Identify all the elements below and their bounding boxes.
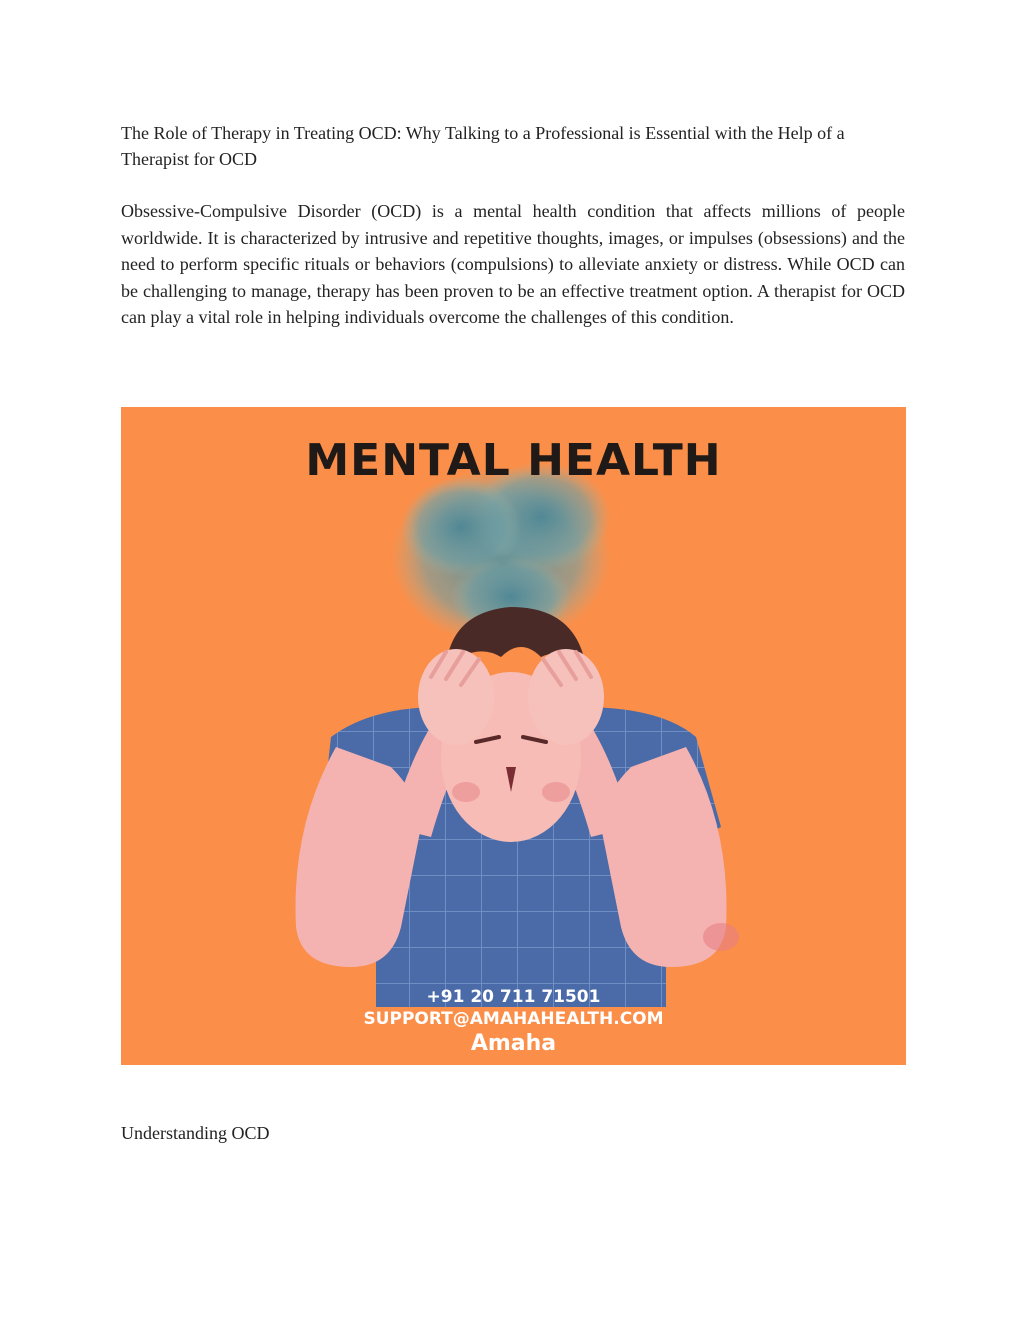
contact-email: SUPPORT@AMAHAHEALTH.COM — [363, 1009, 664, 1029]
illustration-banner: MENTAL HEALTH — [305, 435, 722, 486]
contact-phone: +91 20 711 71501 — [426, 987, 601, 1007]
document-title: The Role of Therapy in Treating OCD: Why Talking to a Professional is Essential with the Help of a Therapist for OCD — [121, 123, 845, 169]
illustration-artwork — [121, 407, 906, 1065]
mental-health-illustration — [121, 407, 906, 1065]
section-heading: Understanding OCD — [121, 1123, 270, 1143]
brand-logo-text: Amaha — [470, 1031, 557, 1056]
intro-paragraph: Obsessive-Compulsive Disorder (OCD) is a mental health condition that affects millions of people worldwide. It is characterized by intrusive and repetitive thoughts, images, or impulses (obsessions) and the need to perform specific rituals or behaviors (compulsions) to alleviate anxiety or distress. While OCD can be challenging to manage, therapy has been proven to be an effective treatment option. A therapist for OCD can play a vital role in helping individuals overcome the challenges of this condition. — [121, 201, 905, 327]
person-figure — [296, 607, 740, 1007]
